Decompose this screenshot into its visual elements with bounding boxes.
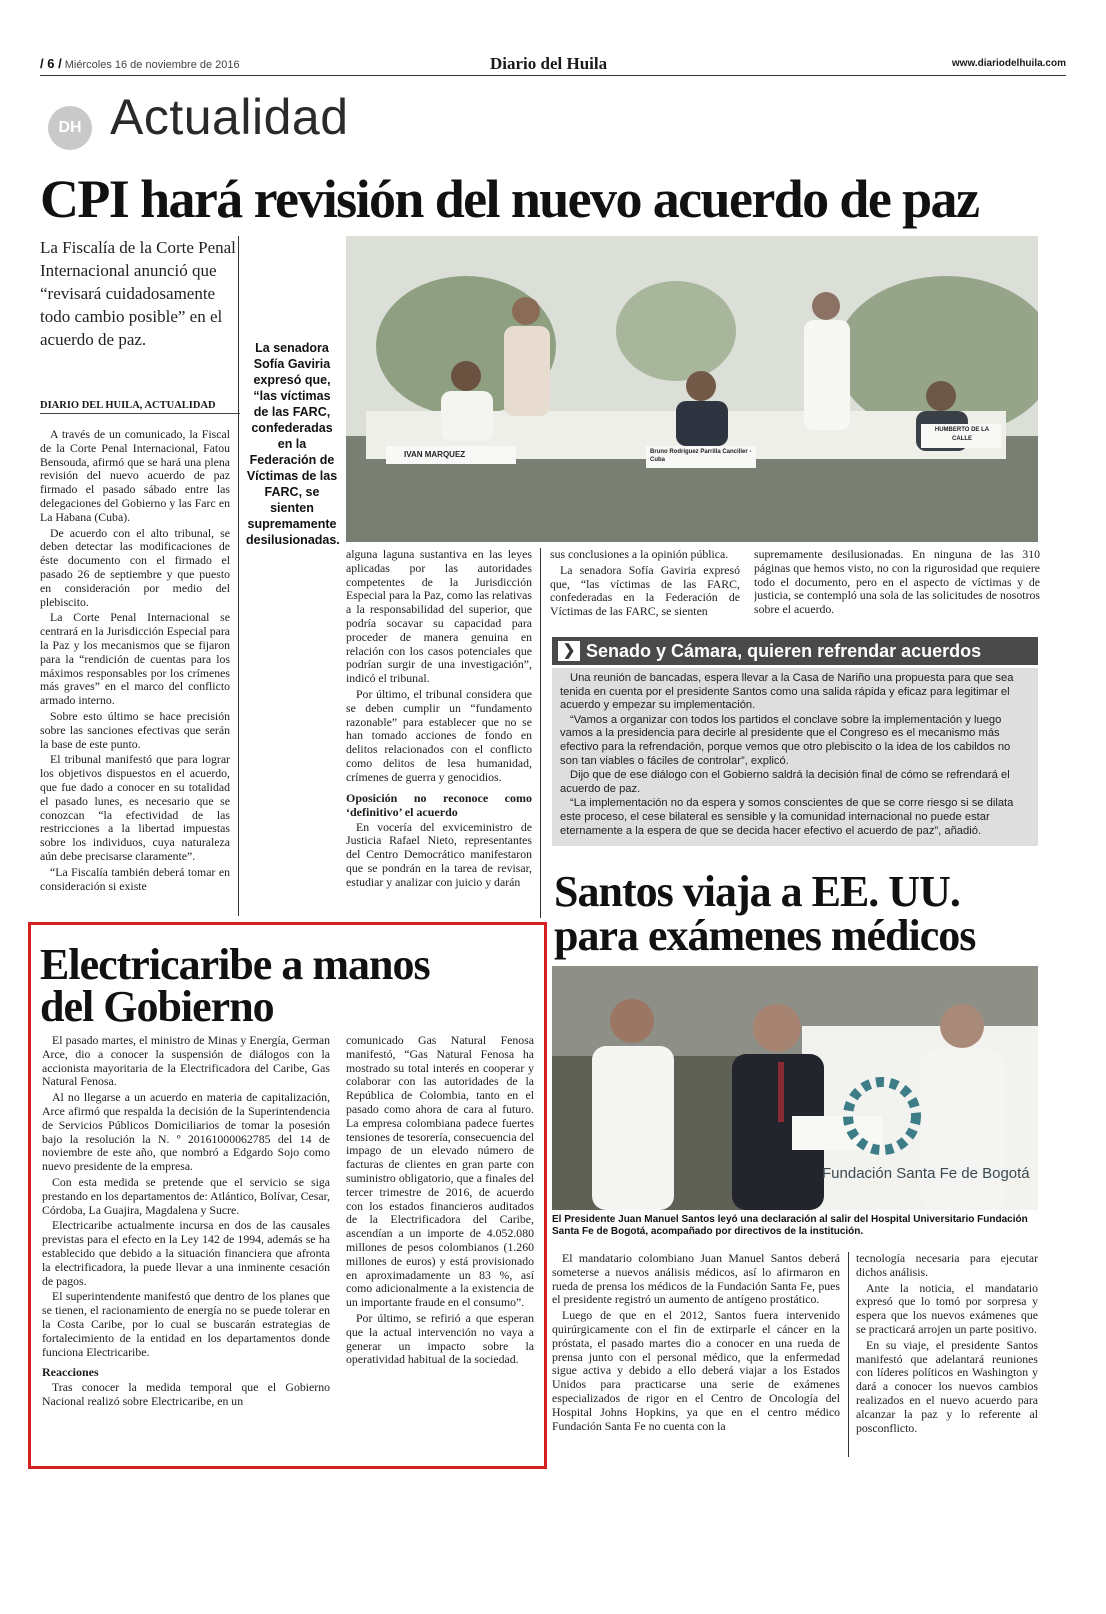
paragraph: “Vamos a organizar con todos los partidos el conclave sobre la implementación y luego vamos a la presidencia para decirle al presidente que el Congreso es el mecanismo más efectivo para la refrendación, porque vemos que otro plebiscito o la idea de los cabildos no son tan viables o fáciles de controlar”, explicó. xyxy=(560,713,1011,767)
santos-column-1 xyxy=(552,1252,840,1460)
pull-quote: La senadora Sofía Gaviria expresó que, “las víctimas de las FARC, confederadas en la Federación de Víctimas de las FARC, se sienten supremamente desilusionadas. xyxy=(246,341,340,547)
subhead-reacciones: Reacciones xyxy=(42,1365,99,1380)
paragraph: El superintendente manifestó que dentro de los planes que se tienen, el racionamiento de energía no se puede tolerar en la Costa Caribe, por lo cual se buscarán estrategias de fortalecimiento de la entidad en los departamentos donde funciona Electricaribe. xyxy=(42,1289,330,1359)
main-lead: La Fiscalía de la Corte Penal Internacional anunció que “revisará cuidadosamente todo cambio posible” en el acuerdo de paz. xyxy=(40,238,236,349)
paragraph: En vocería del exviceministro de Justicia Rafael Nieto, representantes del Centro Democrático manifestaron que se pondrán en la tarea de revisar, estudiar y analizar con juicio y darán xyxy=(346,819,532,889)
electricaribe-headline-line-1: Electricaribe a manos xyxy=(40,940,430,989)
paragraph: A través de un comunicado, la Fiscal de la Corte Penal Internacional, Fatou Bensouda, afirmó que se hará una plena revisión del nuevo acuerdo de paz firmado el pasado sábado entre las delegaciones del Gobierno y las Farc en La Habana (Cuba). xyxy=(40,428,230,524)
main-column-4 xyxy=(754,548,1040,630)
main-photo xyxy=(346,236,1038,542)
paragraph: Por último, el tribunal considera que se deben cumplir un “fundamento razonable” para establecer que no se han tomado acciones de fondo en delitos relacionados con el conflicto como delitos de lesa humanidad, crímenes de guerra y genocidios. xyxy=(346,686,532,784)
website-link[interactable]: www.diariodelhuila.com xyxy=(951,58,1066,69)
subhead-oposicion: Oposición no reconoce como ‘definitivo’ el acuerdo xyxy=(346,790,532,819)
placard-humberto-de-la-calle: HUMBERTO DE LA CALLE xyxy=(934,427,990,442)
column-divider xyxy=(848,1252,849,1457)
santos-photo xyxy=(552,966,1038,1210)
electricaribe-headline xyxy=(40,940,540,1031)
page-info xyxy=(40,56,240,71)
paragraph: Una reunión de bancadas, espera llevar a la Casa de Nariño una propuesta para que sea tenida en cuenta por el presidente Santos como una salida rápida y eficaz para legitimar el acuerdo y empezar su implementación. xyxy=(560,672,1014,712)
main-column-2 xyxy=(346,548,532,920)
santos-headline-line-2: para exámenes médicos xyxy=(554,911,976,960)
paragraph: Electricaribe actualmente incursa en dos de las causales previstas para el efecto en la Ley 142 de 1994, además se ha establecido que debido a la situación financiera que afronta la electrificadora, la puede llevar a una inminente cesación de pagos. xyxy=(42,1218,330,1288)
paragraph: “La implementación no da espera y somos conscientes de que se corre riesgo si se dilata este proceso, el cese bilateral es sensible y la comunidad internacional no puede estar eternamente a la espera de que se decida hacer efectivo el acuerdo de paz”, añadió. xyxy=(560,797,1014,837)
placard-bruno-rodriguez: Bruno Rodríguez Parrilla Canciller - Cuba xyxy=(650,449,752,463)
paragraph: De acuerdo con el alto tribunal, se deben detectar las modificaciones de éste documento con el firmado el pasado 26 de septiembre y que puesto en consideración por medio del plebiscito. xyxy=(40,525,230,609)
box-heading xyxy=(552,637,1038,665)
paragraph: El pasado martes, el ministro de Minas y Energía, German Arce, dio a conocer la suspensión de diálogos con la accionista mayoritaria de la Electrificadora del Caribe, Gas Natural Fenosa. xyxy=(42,1034,330,1089)
ceremony-photo-illustration xyxy=(346,236,1038,542)
paragraph: Tras conocer la medida temporal que el Gobierno Nacional realizó sobre Electricaribe, en un xyxy=(42,1380,330,1409)
section-title: Actualidad xyxy=(110,89,349,145)
placard-ivan-marquez: IVAN MARQUEZ xyxy=(404,450,466,459)
page-number: / 6 / xyxy=(40,56,62,71)
paragraph: Luego de que en el 2012, Santos fuera intervenido quirúrgicamente con el fin de extirparle el cáncer en la próstata, el pasado martes dio a conocer en una rueda de prensa junto con el personal médico, que la enfermedad sigue activa y debido a ello deberá viajar a los Estados Unidos para practicarse una serie de exámenes especializados de rigor en el Centro de Oncología del Hospital Johns Hopkins, ya que en el centro médico Fundación Santa Fe no cuenta con la xyxy=(552,1308,840,1433)
paragraph: sus conclusiones a la opinión pública. xyxy=(550,548,729,561)
box-body xyxy=(552,668,1038,846)
electricaribe-column-1 xyxy=(42,1034,330,1460)
paragraph: Dijo que de ese diálogo con el Gobierno saldrá la decisión final de cómo se refrendará el acuerdo de paz. xyxy=(560,769,1010,795)
main-column-3 xyxy=(550,548,740,630)
santos-headline xyxy=(554,867,1064,960)
santos-column-2 xyxy=(856,1252,1038,1460)
paragraph: La Corte Penal Internacional se centrará en la Jurisdicción Especial para la Paz y los mecanismos que se fijaron para la “rendición de cuentas para los máximos responsables por los crímenes más graves” en el marco del conflicto armado interno. xyxy=(40,610,230,708)
paragraph: Ante la noticia, el mandatario expresó que lo tomó por sorpresa y espera que los nuevos exámenes que se practicará arrojen un parte positivo. xyxy=(856,1280,1038,1336)
main-byline: DIARIO DEL HUILA, ACTUALIDAD xyxy=(40,400,240,414)
box-heading-text: Senado y Cámara, quieren refrendar acuerdos xyxy=(586,641,982,661)
santos-headline-line-1: Santos viaja a EE. UU. xyxy=(554,867,960,916)
paragraph: alguna laguna sustantiva en las leyes aplicadas por las autoridades competentes de la Jurisdicción Especial para la Paz, como las relativas a la responsabilidad del superior, que podría socavar su capacidad para proceder de manera genuina en relación con los casos potenciales que podrían surgir de una investigación”, indicó el tribunal. xyxy=(346,548,532,686)
page-header xyxy=(40,54,1066,76)
paragraph: El tribunal manifestó que para lograr los objetivos dispuestos en el acuerdo, que fue dado a conocer en su totalidad el pasado lunes, es necesario que se conozcan “la efectividad de las restricciones a la libertad impuestas sobre los individuos, cuya naturaleza aún debe precisarse claramente”. xyxy=(40,752,230,863)
main-column-1 xyxy=(40,428,230,920)
paragraph: supremamente desilusionadas. En ninguna de las 310 páginas que hemos visto, no con la rigurosidad que requiere todo el documento, pero en el aspecto de víctimas y de justicia, se contempló una sola de las solicitudes de nosotros sobre el acuerdo. xyxy=(754,548,1040,617)
paragraph: Con esta medida se pretende que el servicio se siga prestando en los departamentos de: Atlántico, Bolívar, Cesar, Córdoba, La Guajira, Magdalena y Sucre. xyxy=(42,1174,330,1217)
santos-photo-caption: El Presidente Juan Manuel Santos leyó una declaración al salir del Hospital Universitario Fundación Santa Fe de Bogotá, acompañado por directivos de la institución. xyxy=(552,1214,1028,1237)
paragraph: Sobre esto último se hace precisión sobre las sanciones efectivas que serán la base de este punto. xyxy=(40,708,230,751)
paragraph: En su viaje, el presidente Santos manifestó que adelantará reuniones con líderes políticos en Washington y dará a conocer los nuevos cambios realizados en el nuevo acuerdo para alcanzar la paz y lo referente al posconflicto. xyxy=(856,1337,1038,1435)
fundacion-sign: Fundación Santa Fe de Bogotá xyxy=(822,1165,1030,1182)
paragraph: tecnología necesaria para ejecutar dichos análisis. xyxy=(856,1252,1038,1279)
paragraph: “La Fiscalía también deberá tomar en consideración si existe xyxy=(40,864,230,893)
paragraph: Por último, se refirió a que esperan que la actual intervención no vaya a generar un impacto sobre la operatividad habitual de la sociedad. xyxy=(346,1310,534,1367)
issue-date: Miércoles 16 de noviembre de 2016 xyxy=(64,59,240,71)
electricaribe-column-2 xyxy=(346,1034,534,1460)
paragraph: El mandatario colombiano Juan Manuel Santos deberá someterse a nuevos análisis médicos, así lo afirmaron en rueda de prensa los médicos de la Fundación Santa Fe, pues el presidente registró un aumento de antígeno prostático. xyxy=(552,1252,840,1307)
column-divider xyxy=(540,548,541,918)
paper-name: Diario del Huila xyxy=(490,54,608,73)
paragraph: comunicado Gas Natural Fenosa manifestó, “Gas Natural Fenosa ha mostrado su total interés en cooperar y colaborar con las autoridades de la República de Colombia, tanto en el pasado como ahora de cara al futuro. La empresa colombiana padece fuertes tensiones de tesorería, consecuencia del impago de un elevado número de facturas de clientes en gran parte con suministro obligatorio, que a finales del tercer trimestre de 2016, de acuerdo con los estados financieros auditados de la Electrificadora del Caribe, ascendían a un importe de 4.052.080 millones de pesos colombianos (1.260 millones de euros) y está provisionado en aproximadamente un 83 %, así como adicionalmente a la existencia de un importante fraude en el consumo”. xyxy=(346,1034,534,1310)
column-divider xyxy=(238,236,239,916)
paragraph: Al no llegarse a un acuerdo en materia de capitalización, Arce afirmó que respalda la decisión de la Superintendencia de Servicios Públicos Domiciliarios de tomar la posesión bajo la resolución la N. º 20161000062785 del 14 de noviembre de este año, que nombró a Edgardo Sojo como nuevo presidente de la empresa. xyxy=(42,1090,330,1174)
dh-logo: DH xyxy=(48,106,92,150)
main-headline: CPI hará revisión del nuevo acuerdo de paz xyxy=(40,169,979,229)
chevron-right-icon: ❯ xyxy=(558,641,580,661)
electricaribe-headline-line-2: del Gobierno xyxy=(40,982,274,1031)
paragraph: La senadora Sofía Gaviria expresó que, “las víctimas de las FARC, confederadas en la Federación de Víctimas de las FARC, se sienten xyxy=(550,562,740,619)
